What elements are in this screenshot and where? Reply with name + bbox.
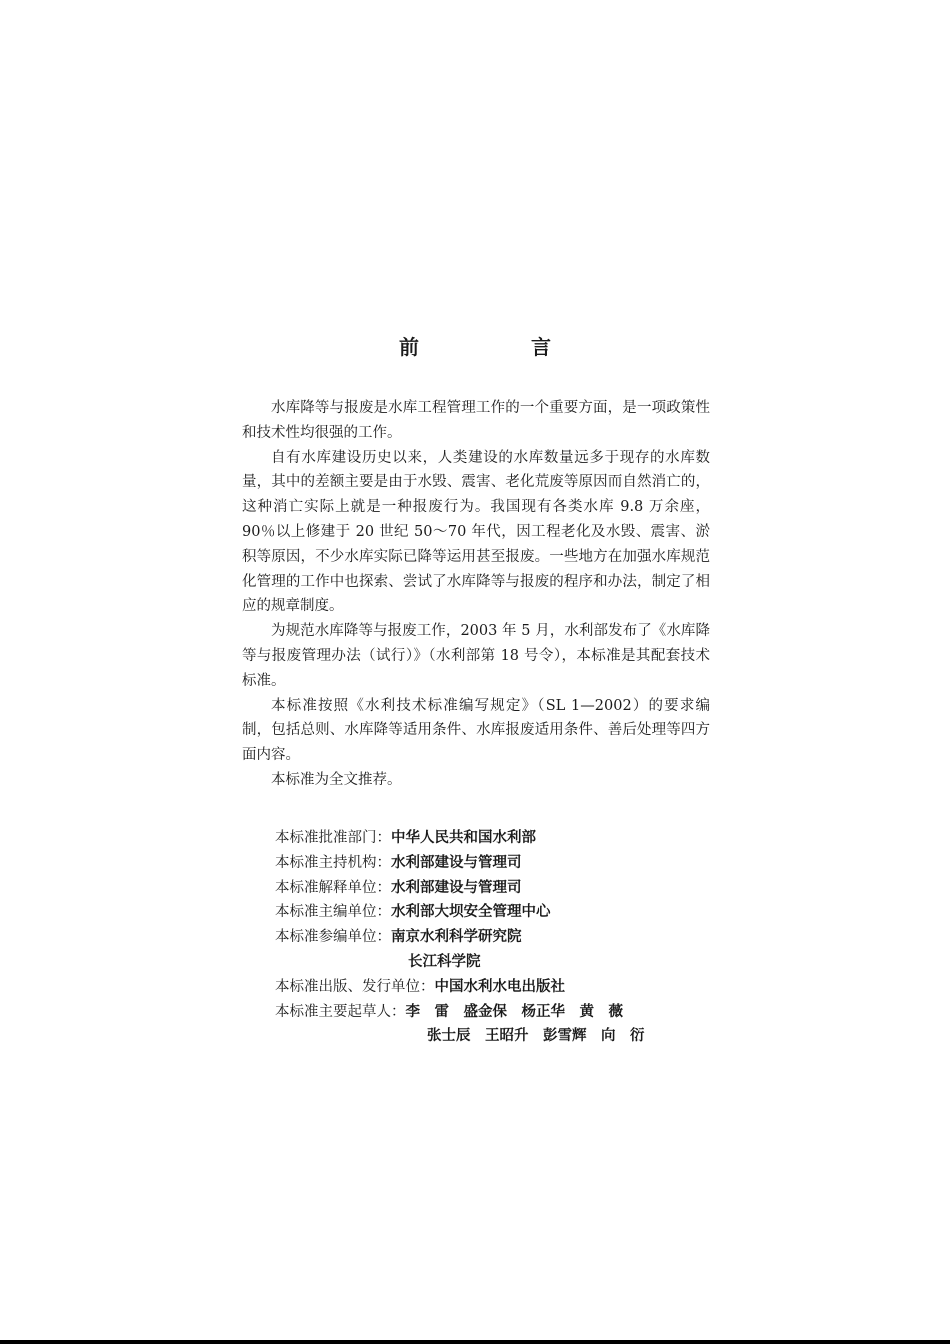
- credit-publisher: [275, 975, 715, 1000]
- credit-co-editor-value: 南京水利科学研究院: [391, 929, 522, 946]
- paragraph-1: 水库降等与报废是水库工程管理工作的一个重要方面，是一项政策性和技术性均很强的工作。: [242, 400, 710, 441]
- credit-host-label: 本标准主持机构：: [275, 854, 391, 871]
- credit-drafters-label: 本标准主要起草人：: [275, 1003, 406, 1020]
- credit-co-editor-cont: [275, 950, 715, 975]
- credit-co-editor-label: 本标准参编单位：: [275, 929, 391, 946]
- credits-block: [275, 826, 715, 1049]
- credit-publisher-value: 中国水利水电出版社: [434, 978, 565, 995]
- bottom-rule: [0, 1340, 950, 1344]
- credit-approver: [275, 826, 715, 851]
- credit-publisher-label: 本标准出版、发行单位：: [275, 978, 435, 995]
- credit-chief-editor-value: 水利部大坝安全管理中心: [391, 904, 551, 921]
- paragraph-2: 自有水库建设历史以来，人类建设的水库数量远多于现存的水库数量，其中的差额主要是由于水毁、震害、老化荒废等原因而自然消亡的，这种消亡实际上就是一种报废行为。我国现有各类水库 9.8 万余座，90％以上修建于 20 世纪 50～70 年代，因工程老化及水毁、震害、淤积等原因，不少水库实际已降等运用甚至报废。一些地方在加强水库规范化管理的工作中也探索、尝试了水库降等与报废的程序和办法，制定了相应的规章制度。: [242, 449, 710, 615]
- credit-host: [275, 851, 715, 876]
- page-title: 前 言: [399, 335, 597, 359]
- credit-drafters-line-1: 李 雷 盛金保 杨正华 黄 薇: [405, 1003, 623, 1020]
- credit-approver-label: 本标准批准部门：: [275, 830, 391, 846]
- credit-drafters-line-2: 张士辰 王昭升 彭雪辉 向 衍: [427, 1028, 645, 1045]
- credit-drafters-cont: [275, 1024, 715, 1049]
- credit-approver-value: 中华人民共和国水利部: [391, 830, 536, 846]
- paragraph-3: 为规范水库降等与报废工作，2003 年 5 月，水利部发布了《水库降等与报废管理办法（试行）》（水利部第 18 号令），本标准是其配套技术标准。: [242, 623, 710, 689]
- credit-chief-editor-label: 本标准主编单位：: [275, 904, 391, 921]
- foreword-body: [242, 396, 710, 793]
- paragraph-5: 本标准为全文推荐。: [271, 771, 402, 788]
- credit-host-value: 水利部建设与管理司: [391, 854, 522, 871]
- credit-drafters: [275, 1000, 715, 1025]
- credit-chief-editor: [275, 900, 715, 925]
- paragraph-4: 本标准按照《水利技术标准编写规定》（SL 1—2002）的要求编制，包括总则、水库降等适用条件、水库报废适用条件、善后处理等四方面内容。: [242, 697, 710, 764]
- credit-interpreter-label: 本标准解释单位：: [275, 879, 391, 896]
- credit-co-editor: [275, 925, 715, 950]
- credit-interpreter: [275, 876, 715, 901]
- credit-co-editor-value-2: 长江科学院: [408, 953, 481, 970]
- credit-interpreter-value: 水利部建设与管理司: [391, 879, 522, 896]
